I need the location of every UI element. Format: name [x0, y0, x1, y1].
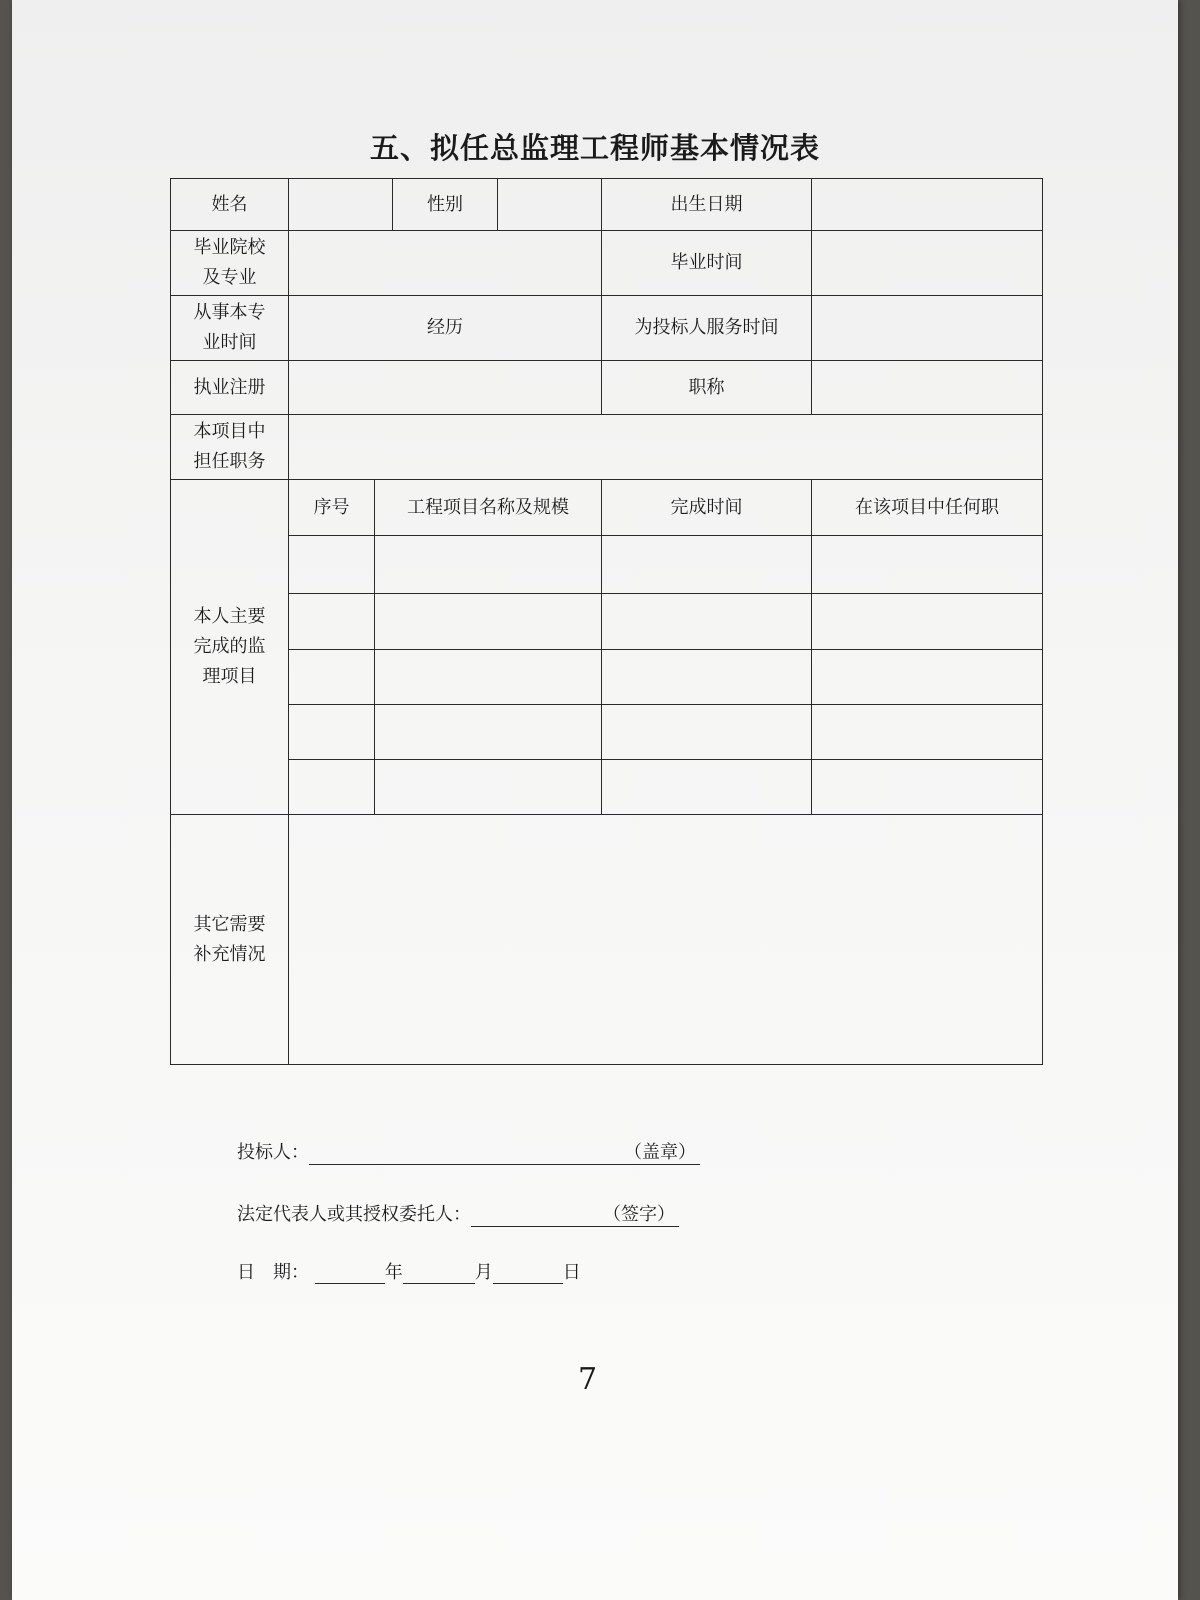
bidder-line: [237, 1138, 700, 1165]
project-row: [171, 594, 1043, 650]
registration-label: 执业注册: [171, 361, 289, 415]
role-cell[interactable]: [812, 760, 1043, 815]
year-label: 年: [384, 1262, 403, 1283]
bidder-field[interactable]: [309, 1142, 614, 1165]
name-value-cell[interactable]: [289, 179, 393, 231]
other-value-cell[interactable]: [289, 815, 1043, 1065]
month-label: 月: [474, 1262, 493, 1283]
seq-cell[interactable]: [289, 536, 375, 594]
projects-label: 本人主要 完成的监 理项目: [171, 480, 289, 815]
page-title: 五、拟任总监理工程师基本情况表: [369, 131, 820, 165]
grad-time-value-cell[interactable]: [812, 231, 1043, 296]
service-value-cell[interactable]: [812, 296, 1043, 361]
date-line: [237, 1258, 581, 1284]
grad-time-label: 毕业时间: [602, 231, 812, 296]
experience-label: 经历: [289, 296, 602, 361]
bidder-note: （盖章）: [614, 1138, 700, 1165]
col-role-header: 在该项目中任何职: [812, 480, 1043, 536]
registration-value-cell[interactable]: [289, 361, 602, 415]
col-project-header: 工程项目名称及规模: [375, 480, 602, 536]
name-label: 姓名: [171, 179, 289, 231]
done-cell[interactable]: [602, 536, 812, 594]
project-cell[interactable]: [375, 536, 602, 594]
rep-field[interactable]: [471, 1204, 593, 1227]
role-value-cell[interactable]: [289, 415, 1043, 480]
project-cell[interactable]: [375, 650, 602, 705]
role-cell[interactable]: [812, 594, 1043, 650]
seq-cell[interactable]: [289, 650, 375, 705]
done-cell[interactable]: [602, 594, 812, 650]
school-label: 毕业院校 及专业: [171, 231, 289, 296]
month-field[interactable]: [403, 1261, 475, 1284]
role-cell[interactable]: [812, 705, 1043, 760]
rep-label: 法定代表人或其授权委托人：: [237, 1204, 471, 1225]
service-label: 为投标人服务时间: [602, 296, 812, 361]
other-label: 其它需要 补充情况: [171, 815, 289, 1065]
done-cell[interactable]: [602, 760, 812, 815]
role-label: 本项目中 担任职务: [171, 415, 289, 480]
seq-cell[interactable]: [289, 705, 375, 760]
school-value-cell[interactable]: [289, 231, 602, 296]
day-label: 日: [562, 1262, 581, 1283]
birth-value-cell[interactable]: [812, 179, 1043, 231]
project-cell[interactable]: [375, 594, 602, 650]
title-value-cell[interactable]: [812, 361, 1043, 415]
done-cell[interactable]: [602, 650, 812, 705]
col-done-header: 完成时间: [602, 480, 812, 536]
col-seq-header: 序号: [289, 480, 375, 536]
representative-line: [237, 1200, 679, 1227]
project-cell[interactable]: [375, 760, 602, 815]
role-cell[interactable]: [812, 650, 1043, 705]
gender-value-cell[interactable]: [498, 179, 602, 231]
day-field[interactable]: [493, 1261, 563, 1284]
project-row: [171, 760, 1043, 815]
project-cell[interactable]: [375, 705, 602, 760]
info-table: [170, 178, 1043, 1065]
role-cell[interactable]: [812, 536, 1043, 594]
document-page: [12, 0, 1178, 1600]
year-field[interactable]: [315, 1261, 385, 1284]
seq-cell[interactable]: [289, 594, 375, 650]
page-number: 7: [578, 1362, 598, 1397]
date-label: 日 期：: [237, 1262, 309, 1283]
project-row: [171, 650, 1043, 705]
rep-note: （签字）: [593, 1200, 679, 1227]
title-label: 职称: [602, 361, 812, 415]
project-row: [171, 536, 1043, 594]
project-row: [171, 705, 1043, 760]
birth-label: 出生日期: [602, 179, 812, 231]
bidder-label: 投标人：: [237, 1142, 309, 1163]
years-label: 从事本专 业时间: [171, 296, 289, 361]
seq-cell[interactable]: [289, 760, 375, 815]
done-cell[interactable]: [602, 705, 812, 760]
gender-label: 性别: [393, 179, 498, 231]
